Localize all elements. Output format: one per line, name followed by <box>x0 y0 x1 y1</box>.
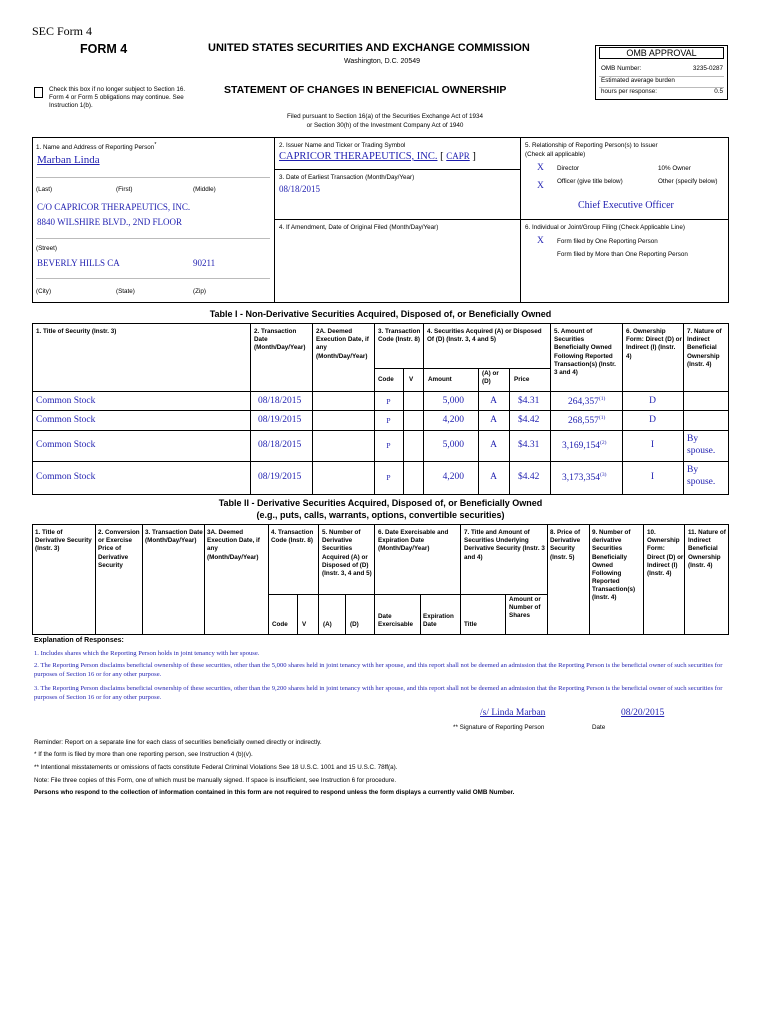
location: Washington, D.C. 20549 <box>344 58 421 65</box>
t1-h5: 5. Amount of Securities Beneficially Owned Following Reported Transaction(s) (Instr. 3 and 4) <box>554 328 616 376</box>
signature-name: /s/ Linda Marban <box>480 708 546 718</box>
checkbox-text: Check this box if no longer subject to Section 16. Form 4 or Form 5 obligations may continue. See Instruction 1(b). <box>49 86 186 110</box>
row-form: I <box>650 472 655 482</box>
issuer-name-link[interactable]: CAPRICOR THERAPEUTICS, INC. <box>279 151 438 162</box>
row-code: P <box>386 473 391 482</box>
row-nature-1: By <box>687 465 699 475</box>
row-price: $4.31 <box>518 396 540 406</box>
row-price: $4.31 <box>518 440 540 450</box>
t1-v: V <box>409 376 414 383</box>
box3-label: 3. Date of Earliest Transaction (Month/Day/Year) <box>279 174 415 181</box>
row-title: Common Stock <box>36 415 96 425</box>
t1-aord: (A) or (D) <box>482 370 499 386</box>
t2-h3a: 3A. Deemed Execution Date, if any (Month/Day/Year) <box>207 529 260 561</box>
omb-number-value: 3235-0287 <box>692 65 723 72</box>
box5-label-2: (Check all applicable) <box>525 151 586 158</box>
last-label: (Last) <box>36 186 53 193</box>
t2-h2: 2. Conversion or Exercise Price of Derivative Security <box>98 529 140 569</box>
issuer-line: CAPRICOR THERAPEUTICS, INC. [ CAPR ] <box>279 151 476 162</box>
row-amount: 4,200 <box>442 472 464 482</box>
t1-amount: Amount <box>428 376 452 383</box>
t1-h2: 2. Transaction Date (Month/Day/Year) <box>254 328 306 352</box>
footnote-1: 1. Includes shares which the Reporting Person holds in joint tenancy with her spouse. <box>34 650 260 657</box>
row-date: 08/19/2015 <box>258 415 302 425</box>
address-line-2: 8840 WILSHIRE BLVD., 2ND FLOOR <box>37 217 183 227</box>
signature-label: ** Signature of Reporting Person <box>453 724 545 731</box>
t2-h10: 10. Ownership Form: Direct (D) or Indirect (I) (Instr. 4) <box>647 529 684 577</box>
row-title: Common Stock <box>36 396 96 406</box>
reminder-2: * If the form is filed by more than one reporting person, see Instruction 4 (b)(v). <box>34 751 253 758</box>
row-title: Common Stock <box>36 472 96 482</box>
row-title: Common Stock <box>36 440 96 450</box>
omb-approval-box <box>595 45 728 100</box>
t1-h1: 1. Title of Security (Instr. 3) <box>36 328 117 335</box>
t1-h6: 6. Ownership Form: Direct (D) or Indirect (I) (Instr. 4) <box>626 328 682 360</box>
row-amount: 4,200 <box>442 415 464 425</box>
street-label: (Street) <box>36 245 57 252</box>
t2-date-exercisable: Date Exercisable <box>378 613 414 629</box>
row-code: P <box>386 416 391 425</box>
row-ad: A <box>490 396 497 406</box>
row-form: I <box>650 440 655 450</box>
t2-h9: 9. Number of derivative Securities Beneficially Owned Following Reported Transaction(s) (Instr. 4) <box>592 529 636 602</box>
row-owned: 268,557$^{(1)}$ <box>568 415 606 427</box>
first-label: (First) <box>116 186 133 193</box>
omb-title: OMB APPROVAL <box>599 47 724 59</box>
reminder-5: Persons who respond to the collection of information contained in this form are not required to respond unless the form displays a currently valid OMB Number. <box>34 789 515 796</box>
t1-h4: 4. Securities Acquired (A) or Disposed Of (D) (Instr. 3, 4 and 5) <box>427 328 542 344</box>
row-form: D <box>649 396 656 406</box>
t2-h5: 5. Number of Derivative Securities Acquired (A) or Disposed of (D) (Instr. 3, 4 and 5) <box>322 529 372 577</box>
row-form: D <box>649 415 656 425</box>
director-label: Director <box>557 165 580 172</box>
state-label: (State) <box>116 288 135 295</box>
row-date: 08/18/2015 <box>258 440 302 450</box>
t2-code: Code <box>272 621 288 628</box>
row-ad: A <box>490 415 497 425</box>
no-longer-subject-checkbox[interactable] <box>34 87 43 98</box>
row-nature-1: By <box>687 434 699 444</box>
box4-label: 4. If Amendment, Date of Original Filed (Month/Day/Year) <box>279 224 439 231</box>
statement-title: STATEMENT OF CHANGES IN BENEFICIAL OWNERSHIP <box>224 84 507 96</box>
filed-pursuant-1: Filed pursuant to Section 16(a) of the Securities Exchange Act of 1934 <box>286 113 484 120</box>
t1-h3: 3. Transaction Code (Instr. 8) <box>378 328 421 344</box>
reporting-person-name[interactable]: Marban Linda <box>37 154 100 166</box>
row-owned: 264,357$^{(1)}$ <box>568 396 606 408</box>
row-nature-2: spouse. <box>687 477 716 487</box>
t2-h8: 8. Price of Derivative Security (Instr. 5) <box>550 529 581 561</box>
row-price: $4.42 <box>518 415 540 425</box>
row-date: 08/18/2015 <box>258 396 302 406</box>
officer-label: Officer (give title below) <box>557 178 623 185</box>
earliest-transaction-date: 08/18/2015 <box>279 184 321 194</box>
footnote-3: 3. The Reporting Person disclaims beneficial ownership of these securities, other than the 9,200 shares held in joint tenancy with her spouse, and this report shall not be deemed an admission that the Reporting Person is the beneficial owner of such securities for purposes of Section 16 or for any other purpose. <box>34 685 723 701</box>
ticker-link[interactable]: CAPR <box>446 151 470 161</box>
t2-h4: 4. Transaction Code (Instr. 8) <box>271 529 314 545</box>
row-amount: 5,000 <box>442 396 464 406</box>
row-ad: A <box>490 472 497 482</box>
reminder-1: Reminder: Report on a separate line for each class of securities beneficially owned directly or indirectly. <box>34 739 322 746</box>
city-value: BEVERLY HILLS CA <box>37 258 120 268</box>
row-date: 08/19/2015 <box>258 472 302 482</box>
box6-label: 6. Individual or Joint/Group Filing (Check Applicable Line) <box>525 224 685 231</box>
row-code: P <box>386 397 391 406</box>
t2-h11: 11. Nature of Indirect Beneficial Ownership (Instr. 4) <box>688 529 726 569</box>
more-persons-label: Form filed by More than One Reporting Person <box>557 251 688 258</box>
date-label: Date <box>592 724 606 731</box>
commission-title: UNITED STATES SECURITIES AND EXCHANGE COMMISSION <box>208 42 530 54</box>
t2-h1: 1. Title of Derivative Security (Instr. 3) <box>35 529 92 553</box>
t1-h7: 7. Nature of Indirect Beneficial Ownership (Instr. 4) <box>687 328 722 368</box>
reminder-4: Note: File three copies of this Form, one of which must be manually signed. If space is insufficient, see Instruction 6 for procedure. <box>34 777 397 784</box>
row-price: $4.42 <box>518 472 540 482</box>
box5-label-1: 5. Relationship of Reporting Person(s) to Issuer <box>525 142 658 149</box>
explanation-label: Explanation of Responses: <box>34 637 124 644</box>
omb-number-label: OMB Number: <box>601 65 642 72</box>
city-label: (City) <box>36 288 52 295</box>
one-person-mark[interactable]: X <box>537 236 544 246</box>
reminder-3: ** Intentional misstatements or omissions of facts constitute Federal Criminal Violations See 18 U.S.C. 1001 and 15 U.S.C. 78ff(a). <box>34 764 398 771</box>
footnote-2: 2. The Reporting Person disclaims beneficial ownership of these securities, other than the 5,000 shares held in joint tenancy with her spouse, and this report shall not be deemed an admission that the Reporting Person is the beneficial owner of such securities for purposes of Section 16 or for any other purpose. <box>34 662 723 678</box>
table2-title-2: (e.g., puts, calls, warrants, options, convertible securities) <box>256 510 505 520</box>
director-mark[interactable]: X <box>537 163 544 173</box>
officer-mark[interactable]: X <box>537 181 544 191</box>
t2-expiration: Expiration Date <box>423 613 454 629</box>
one-person-label: Form filed by One Reporting Person <box>557 238 658 245</box>
box2-label: 2. Issuer Name and Ticker or Trading Symbol <box>279 142 406 149</box>
middle-label: (Middle) <box>193 186 216 193</box>
omb-burden-label: Estimated average burden <box>601 77 675 84</box>
omb-hours-value: 0.5 <box>714 88 723 95</box>
row-nature-2: spouse. <box>687 446 716 456</box>
row-ad: A <box>490 440 497 450</box>
other-label: Other (specify below) <box>658 178 718 185</box>
officer-title: Chief Executive Officer <box>578 200 674 211</box>
zip-label: (Zip) <box>193 288 206 295</box>
t2-title: Title <box>464 621 477 628</box>
row-owned: 3,169,154$^{(2)}$ <box>562 440 607 452</box>
zip-value: 90211 <box>193 258 216 268</box>
signature-date: 08/20/2015 <box>621 708 665 718</box>
t2-d: (D) <box>350 621 359 628</box>
ten-percent-label: 10% Owner <box>658 165 691 172</box>
t1-code: Code <box>378 376 394 383</box>
t2-h6: 6. Date Exercisable and Expiration Date (Month/Day/Year) <box>378 529 449 553</box>
t2-h3: 3. Transaction Date (Month/Day/Year) <box>145 529 203 545</box>
t2-amount: Amount or Number of Shares <box>509 596 541 620</box>
row-code: P <box>386 441 391 450</box>
filed-pursuant-2: or Section 30(h) of the Investment Company Act of 1940 <box>306 122 464 129</box>
row-amount: 5,000 <box>442 440 464 450</box>
table2-title-1: Table II - Derivative Securities Acquired, Disposed of, or Beneficially Owned <box>218 498 543 508</box>
t2-v: V <box>302 621 307 628</box>
omb-hours-label: hours per response: <box>601 88 658 95</box>
t1-h2a: 2A. Deemed Execution Date, if any (Month/Day/Year) <box>316 328 369 360</box>
row-owned: 3,173,354$^{(3)}$ <box>562 472 607 484</box>
t2-h7: 7. Title and Amount of Securities Underlying Derivative Security (Instr. 3 and 4) <box>464 529 545 561</box>
box1-label: 1. Name and Address of Reporting Person* <box>36 142 157 152</box>
address-line-1: C/O CAPRICOR THERAPEUTICS, INC. <box>37 202 191 212</box>
table1-title: Table I - Non-Derivative Securities Acquired, Disposed of, or Beneficially Owned <box>209 309 552 319</box>
t2-a: (A) <box>323 621 332 628</box>
form-title: FORM 4 <box>80 42 128 56</box>
doc-label: SEC Form 4 <box>32 24 93 38</box>
t1-price: Price <box>514 376 530 383</box>
